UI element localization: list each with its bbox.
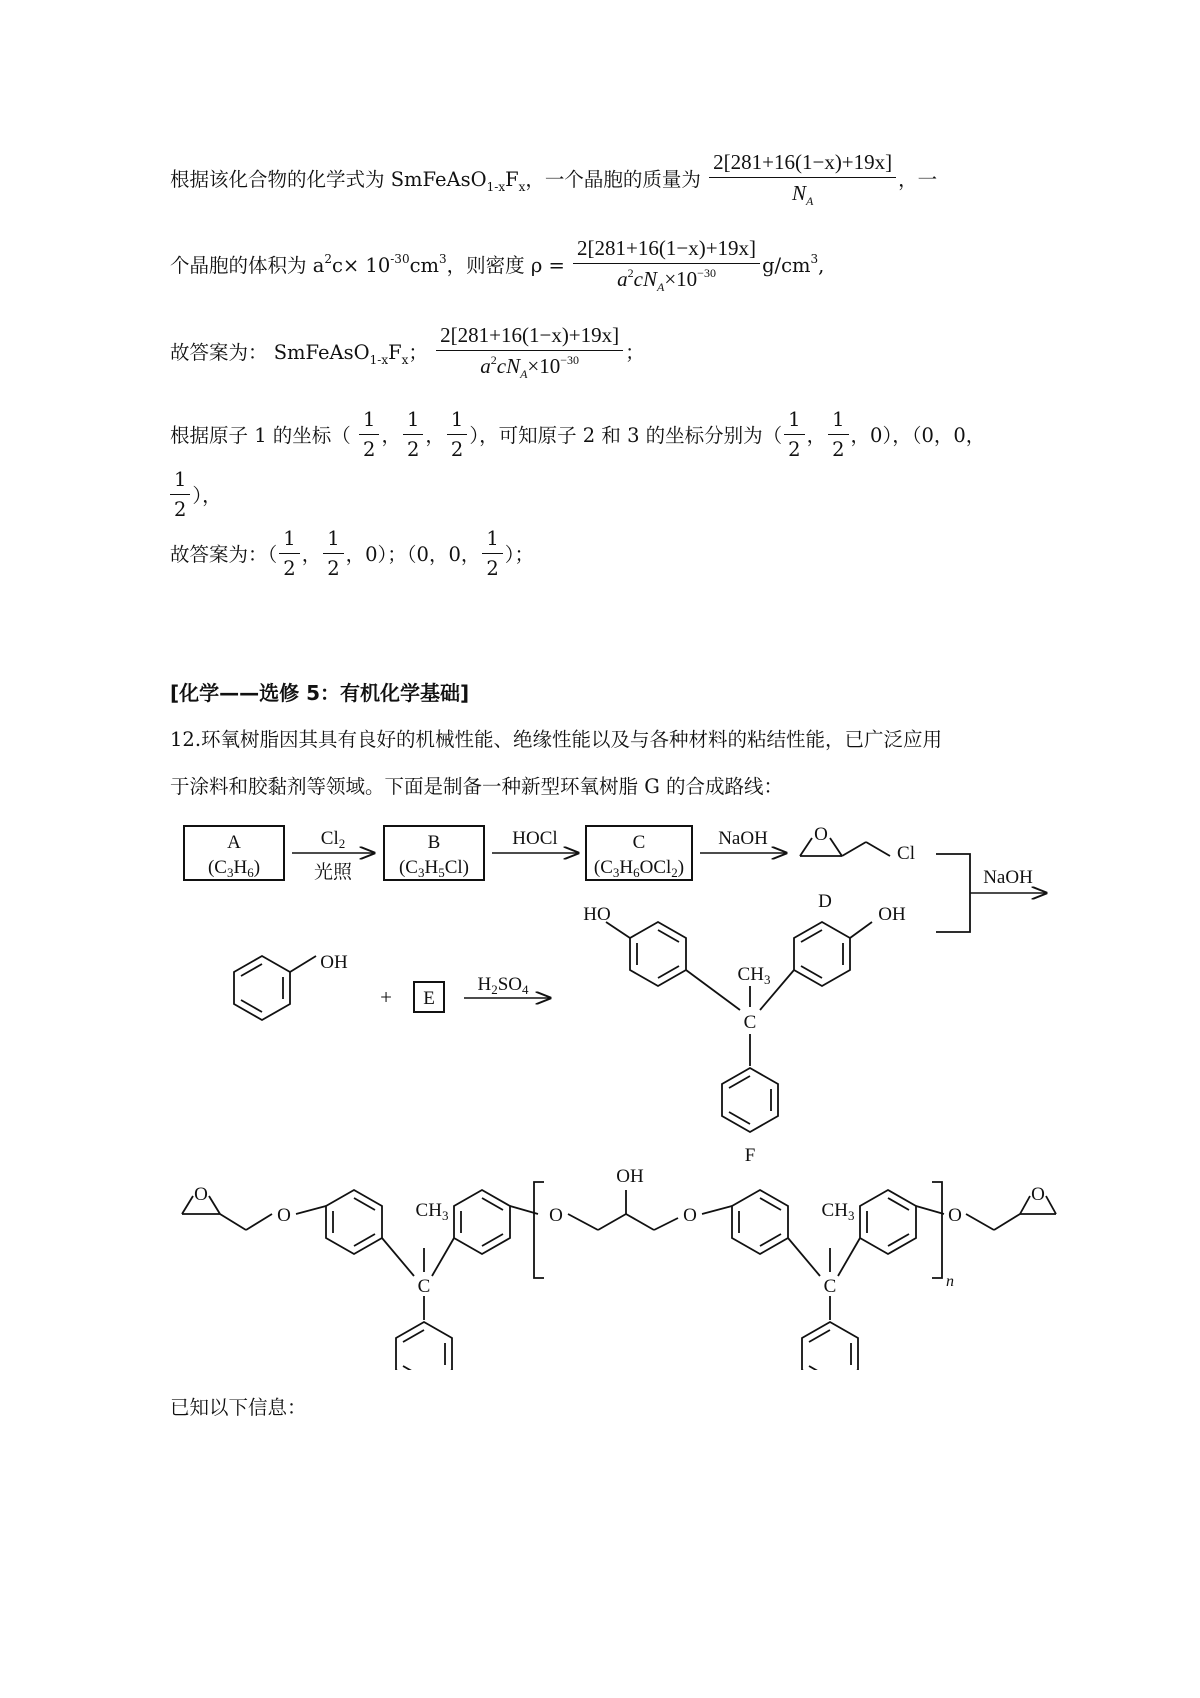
formula-C: $(C_3H_6OCl_2)$ xyxy=(593,857,685,880)
half-fraction: $\frac{1}{2}$ xyxy=(359,410,379,459)
fraction-numerator: 2[281+16(1−x)+19x] xyxy=(713,150,893,174)
plus-sign: + xyxy=(380,985,392,1009)
text: ，一 xyxy=(898,168,938,191)
F-oh: OH xyxy=(878,904,906,925)
half-fraction: $\frac{1}{2}$ xyxy=(279,529,299,578)
mass-fraction xyxy=(709,150,896,209)
reagent-cl2: $Cl_2$ xyxy=(320,828,346,851)
label-E: E xyxy=(423,988,435,1009)
subscript: x xyxy=(401,353,409,367)
reagent-hocl: HOCl xyxy=(512,828,558,849)
fraction-denominator: $N_A$ xyxy=(791,181,814,209)
phenol-oh: OH xyxy=(320,952,348,973)
G-O-4: O xyxy=(683,1205,697,1226)
label-F: F xyxy=(744,1145,756,1166)
structure-F xyxy=(606,922,872,1132)
G-O-1: O xyxy=(194,1184,208,1205)
line-1 xyxy=(170,150,938,209)
fraction-denominator: $a^2cN_A\times 10^{-30}$ xyxy=(480,353,580,382)
text: 根据原子 1 的坐标（ xyxy=(170,424,351,447)
G-O-6: O xyxy=(1031,1184,1045,1205)
subscript: 1-x xyxy=(486,180,506,194)
text: ，则密度 ρ = xyxy=(446,254,565,277)
fraction-numerator: 2[281+16(1−x)+19x] xyxy=(577,236,757,260)
section-heading: [化学——选修 5：有机化学基础] xyxy=(170,681,470,705)
atom-O: O xyxy=(814,824,828,845)
G-O-2: O xyxy=(277,1205,291,1226)
text: g/cm xyxy=(762,254,811,277)
superscript: 3 xyxy=(810,252,819,266)
G-n: n xyxy=(946,1273,954,1290)
label-D: D xyxy=(818,891,832,912)
superscript: -30 xyxy=(390,252,410,266)
text: c× 10 xyxy=(331,254,391,277)
subscript: x xyxy=(518,180,526,194)
half-fraction: $\frac{1}{2}$ xyxy=(828,410,848,459)
fraction-denominator: $a^2cN_A\times 10^{-30}$ xyxy=(617,266,716,295)
condition-light: 光照 xyxy=(313,861,353,883)
F-c: C xyxy=(743,1012,757,1033)
text: ， xyxy=(381,424,401,447)
label-C: C xyxy=(632,832,646,853)
text: ，0）；（0，0， xyxy=(345,543,481,566)
superscript: 2 xyxy=(324,252,332,266)
G-c-2: C xyxy=(823,1276,837,1297)
G-ch3-2: $CH_3$ xyxy=(821,1200,855,1223)
G-O-5: O xyxy=(948,1205,962,1226)
superscript: 3 xyxy=(439,252,447,266)
synthesis-scheme xyxy=(0,810,1200,1370)
line-2 xyxy=(170,236,825,295)
G-O-3: O xyxy=(549,1205,563,1226)
text: 故答案为：（ xyxy=(170,543,278,566)
line-3 xyxy=(170,323,645,382)
subscript: 1-x xyxy=(369,353,389,367)
text: ，一个晶胞的质量为 xyxy=(525,168,701,191)
text: ），可知原子 2 和 3 的坐标分别为（ xyxy=(469,424,783,447)
label-A: A xyxy=(227,832,241,853)
text: ）； xyxy=(504,543,535,566)
formula-B: $(C_3H_5Cl)$ xyxy=(398,857,470,880)
text: ； xyxy=(408,341,428,364)
line-4 xyxy=(170,410,985,459)
G-c-1: C xyxy=(417,1276,431,1297)
atom-cl: Cl xyxy=(897,843,915,864)
text: ）， xyxy=(192,484,222,507)
half-fraction: $\frac{1}{2}$ xyxy=(784,410,804,459)
half-fraction: $\frac{1}{2}$ xyxy=(447,410,467,459)
structure-G xyxy=(182,1182,1056,1370)
F-ho: HO xyxy=(583,904,611,925)
G-oh: OH xyxy=(616,1166,644,1187)
line-4b xyxy=(168,470,222,519)
fraction-numerator: 2[281+16(1−x)+19x] xyxy=(440,323,620,347)
text: 故答案为： SmFeAsO xyxy=(170,341,370,364)
text: F xyxy=(388,341,402,364)
text: , xyxy=(818,254,825,277)
G-ch3-1: $CH_3$ xyxy=(415,1200,449,1223)
text: ； xyxy=(625,341,645,364)
reagent-naoh-2: NaOH xyxy=(983,867,1033,888)
half-fraction: $\frac{1}{2}$ xyxy=(403,410,423,459)
text: ， xyxy=(301,543,322,566)
question-12-line-2: 于涂料和胶黏剂等领域。下面是制备一种新型环氧树脂 G 的合成路线： xyxy=(170,775,783,798)
half-fraction: $\frac{1}{2}$ xyxy=(323,529,343,578)
half-fraction: $\frac{1}{2}$ xyxy=(482,529,502,578)
known-info-label: 已知以下信息： xyxy=(170,1396,307,1419)
reagent-h2so4: $H_2SO_4$ xyxy=(477,974,529,997)
line-5 xyxy=(170,529,534,578)
question-12-line-1: 12.环氧树脂因其具有良好的机械性能、绝缘性能以及与各种材料的粘结性能，已广泛应用 xyxy=(170,728,943,751)
phenol-ring xyxy=(234,956,316,1020)
text: ， xyxy=(806,424,827,447)
text: 根据该化合物的化学式为 SmFeAsO xyxy=(170,168,487,191)
text: F xyxy=(505,168,519,191)
answer-fraction xyxy=(436,323,623,382)
text: 个晶胞的体积为 a xyxy=(170,254,325,277)
density-fraction xyxy=(573,236,760,295)
formula-A: $(C_3H_6)$ xyxy=(207,857,261,880)
combine-bracket xyxy=(936,854,970,932)
reagent-naoh-1: NaOH xyxy=(718,828,768,849)
text: cm xyxy=(409,254,439,277)
label-B: B xyxy=(427,832,441,853)
text: ，0），（0，0， xyxy=(850,424,986,447)
half-fraction: $\frac{1}{2}$ xyxy=(170,470,190,519)
text: ， xyxy=(425,424,445,447)
F-ch3: $CH_3$ xyxy=(737,964,771,987)
